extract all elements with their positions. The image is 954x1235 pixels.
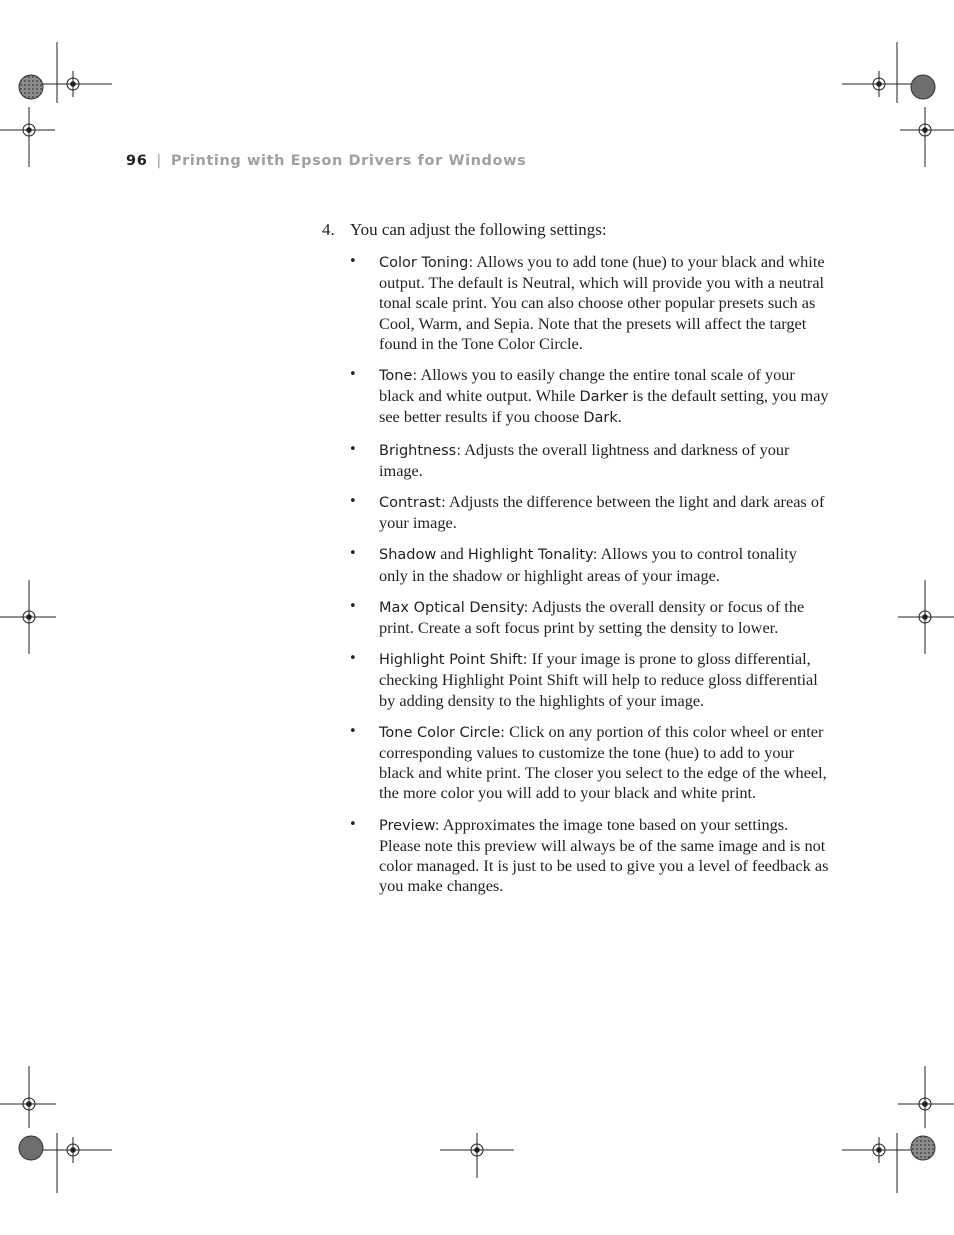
registration-mark <box>60 1137 86 1163</box>
setting-term: Highlight Point Shift: <box>379 652 528 669</box>
list-item-color-toning <box>349 252 829 354</box>
bullet: • <box>349 254 357 269</box>
setting-description: Allows you to add tone (hue) to your black and white output. The default is Neutral, which will provide you with a neutral tonal scale print. You can also choose other popular presets such as Cool, Warm, and Sepia. Note that the presets will affect the target found in the Tone Color Circle. <box>379 252 825 353</box>
bullet: • <box>349 723 357 739</box>
running-header <box>126 153 526 169</box>
setting-term: Shadow <box>379 547 437 564</box>
registration-mark <box>464 1137 490 1163</box>
option-darker: Darker <box>579 389 629 406</box>
setting-term: Tone: <box>379 368 418 385</box>
setting-description: Allows you to easily change the entire tonal scale of your black and white output. While <box>379 365 795 406</box>
setting-term: Contrast: <box>379 495 446 512</box>
setting-description: is the default setting, you may see better results if you choose <box>379 386 829 427</box>
list-item-preview <box>349 815 829 897</box>
registration-mark <box>912 604 938 630</box>
list-item-tone <box>349 365 829 429</box>
bullet: • <box>349 598 357 614</box>
setting-term: Highlight Tonality: <box>467 547 598 564</box>
registration-mark <box>60 71 86 97</box>
list-item-max-optical-density <box>349 597 829 638</box>
setting-term: Max Optical Density: <box>379 599 529 616</box>
bullet: • <box>349 816 357 832</box>
page-number: 96 <box>126 153 148 169</box>
setting-description: Adjusts the overall lightness and darkness of your image. <box>379 439 790 480</box>
list-item-shadow-highlight-tonality <box>349 544 829 585</box>
setting-term: Preview: <box>379 817 440 834</box>
period: . <box>617 407 622 427</box>
registration-mark <box>912 117 938 143</box>
bullet: • <box>349 546 357 562</box>
registration-mark <box>866 71 892 97</box>
option-dark: Dark <box>583 410 618 427</box>
section-title: Printing with Epson Drivers for Windows <box>170 153 527 169</box>
setting-description: Adjusts the overall density or focus of the print. Create a soft focus print by setting the density to lower. <box>379 596 805 638</box>
setting-term: Brightness: <box>379 442 462 459</box>
registration-mark <box>16 604 42 630</box>
color-target <box>911 75 935 99</box>
setting-description: If your image is prone to gloss differential, checking Highlight Point Shift will help to reduce gloss differential by adding density to the highlights of your image. <box>379 649 818 710</box>
step-4 <box>322 219 607 241</box>
setting-term: Color Toning: <box>379 255 474 271</box>
bullet: • <box>349 367 357 383</box>
color-target <box>19 75 43 99</box>
bullet: • <box>349 441 357 457</box>
setting-description: Approximates the image tone based on your settings. Please note this preview will always be of the same image and is not color managed. It is just to be used to give you a level of feedback as you make changes. <box>379 814 829 896</box>
setting-term: Tone Color Circle: <box>379 724 506 741</box>
registration-mark <box>912 1091 938 1117</box>
registration-mark <box>16 1091 42 1117</box>
list-item-tone-color-circle <box>349 722 829 804</box>
setting-description: Adjusts the difference between the light and dark areas of your image. <box>379 492 825 533</box>
list-item-highlight-point-shift <box>349 649 829 711</box>
color-target <box>19 1136 43 1160</box>
setting-description: Allows you to control tonality only in the shadow or highlight areas of your image. <box>379 544 797 585</box>
list-item-contrast <box>349 492 829 533</box>
step-number: 4. <box>322 220 335 239</box>
registration-mark <box>16 117 42 143</box>
bullet: • <box>349 651 357 667</box>
setting-description: Click on any portion of this color wheel or enter corresponding values to customize the tone (hue) to add to your black and white print. The closer you select to the edge of the wheel, the more color you will add to your black and white print. <box>379 721 827 803</box>
color-target <box>911 1136 935 1160</box>
registration-mark <box>866 1137 892 1163</box>
list-item-brightness <box>349 440 829 481</box>
step-text: You can adjust the following settings: <box>350 220 607 239</box>
header-separator: | <box>156 153 162 169</box>
bullet: • <box>349 494 357 510</box>
settings-list <box>349 252 829 907</box>
conjunction: and <box>440 544 464 564</box>
